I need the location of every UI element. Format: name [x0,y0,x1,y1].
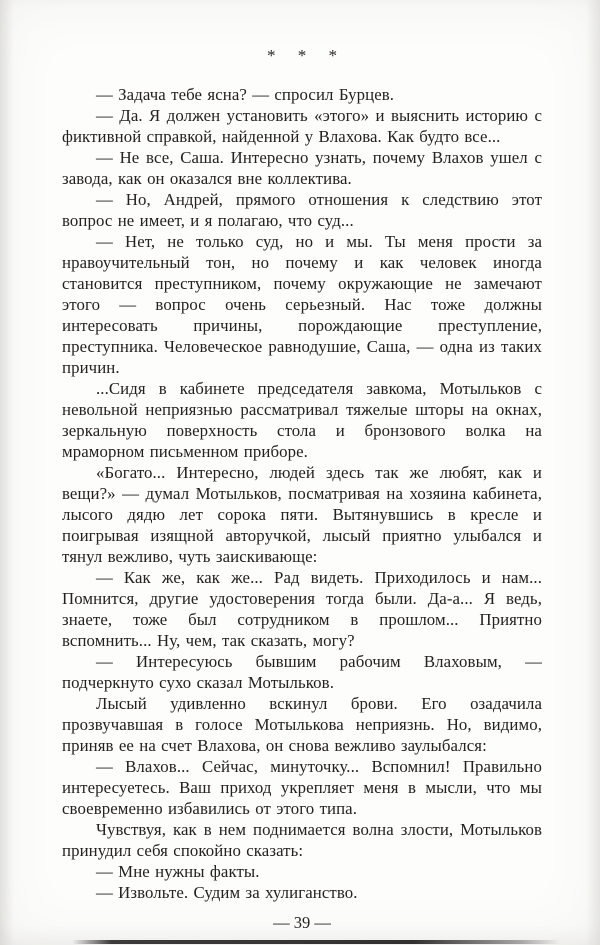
paragraph: — Задача тебе ясна? — спросил Бурцев. [96,85,395,104]
page-number: — 39 — [273,913,331,932]
paragraph: — Интересуюсь бывшим рабочим Влаховым, — подчеркнуто сухо сказал Мотыльков. [62,652,542,692]
paragraph: — Нет, не только суд, но и мы. Ты меня прости за нравоучительный тон, но почему и как человек иногда становится преступником, почему окружающие не замечают этого — вопрос очень серьезный. Нас тоже должны интересовать причины, порождающие преступление, преступника. Человеческое равнодушие, Саша, — одна из таких причин. [62,232,542,377]
scan-edge-artifact [72,940,560,944]
paragraph: — Мне нужны факты. [96,862,260,881]
paragraph: — Влахов... Сейчас, минуточку... Вспомнил! Правильно интересуетесь. Ваш приход укрепляет меня в мысли, что мы своевременно избавились от этого типа. [62,757,542,818]
text-block [62,46,542,933]
paragraph: — Извольте. Судим за хулиганство. [96,883,358,902]
paragraph: — Да. Я должен установить «этого» и выяснить историю с фиктивной справкой, найденной у Влахова. Как будто все... [62,106,542,146]
paragraph: Чувствуя, как в нем поднимается волна злости, Мотыльков принудил себя спокойно сказать: [62,820,542,860]
paragraph: — Но, Андрей, прямого отношения к следствию этот вопрос не имеет, и я полагаю, что суд... [62,190,542,230]
scan-shadow-right [586,0,600,945]
body-copy [62,84,542,903]
paragraph: «Богато... Интересно, людей здесь так же любят, как и вещи?» — думал Мотыльков, посматривая на хозяина кабинета, лысого дядю лет сорока пяти. Вытянувшись в кресле и поигрывая изящной авторучкой, лысый приятно улыбался и тянул вежливо, чуть заискивающе: [62,463,542,566]
paragraph: ...Сидя в кабинете председателя завкома, Мотыльков с невольной неприязнью рассматривал тяжелые шторы на окнах, зеркальную поверхность стола и бронзового волка на мраморном письменном приборе. [62,379,542,461]
paragraph: — Как же, как же... Рад видеть. Приходилось и нам... Помнится, другие удостоверения тогда были. Да-а... Я ведь, знаете, тоже был сотрудником в прошлом... Приятно вспомнить... Ну, чем, так сказать, могу? [62,568,542,650]
paragraph: Лысый удивленно вскинул брови. Его озадачила прозвучавшая в голосе Мотылькова неприязнь. Но, видимо, приняв ее на счет Влахова, он снова вежливо заулыбался: [62,694,542,755]
scan-shadow-left [0,0,14,945]
section-break-ornament: * * * [267,46,346,65]
paragraph: — Не все, Саша. Интересно узнать, почему Влахов ушел с завода, как он оказался вне коллектива. [62,148,542,188]
